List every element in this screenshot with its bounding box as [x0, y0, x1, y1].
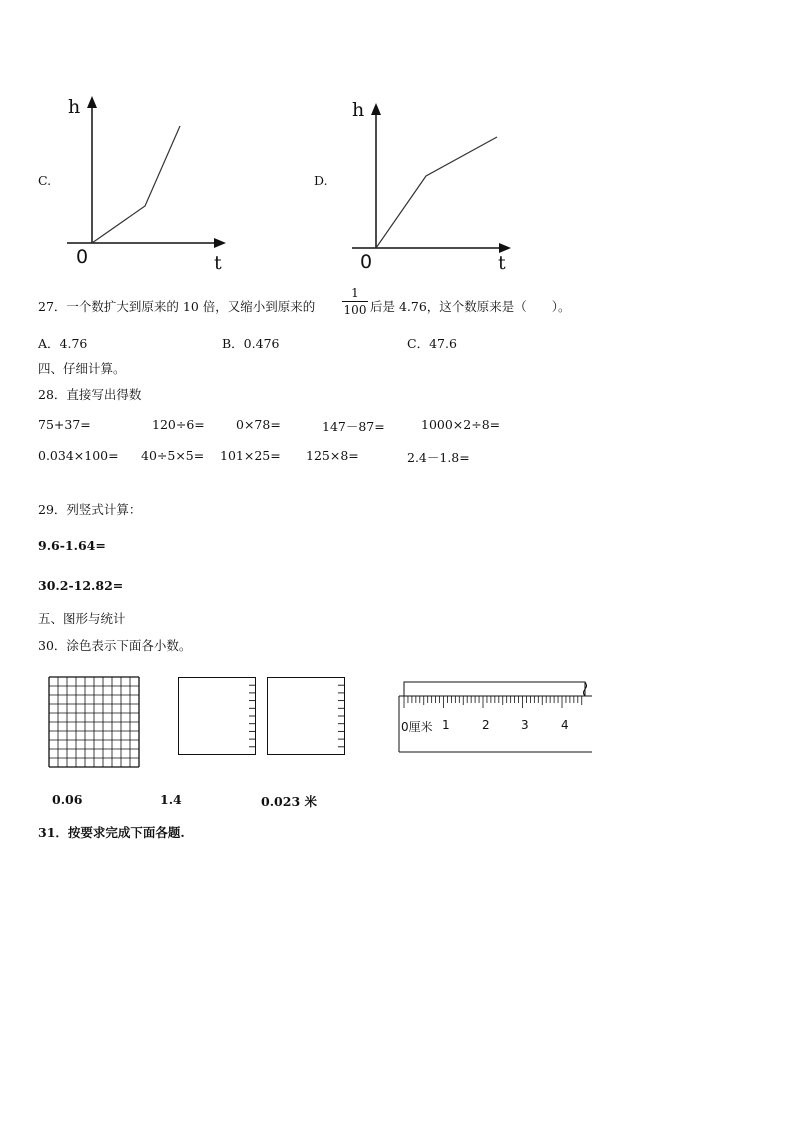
- q28-expr: 125×8=: [306, 448, 359, 463]
- q27-option-b: B．0.476: [222, 336, 280, 351]
- q30-title: 30．涂色表示下面各小数。: [38, 638, 192, 653]
- q29-title: 29．列竖式计算：: [38, 502, 142, 517]
- q28-expr: 0×78=: [236, 417, 281, 432]
- q27-text-before: 27．一个数扩大到原来的 10 倍，又缩小到原来的: [38, 299, 316, 314]
- graph-d-y-label: h: [352, 99, 365, 121]
- option-d-label: D.: [314, 173, 328, 188]
- graph-c-x-label: t: [214, 252, 222, 274]
- ruler-label-2: 2: [482, 718, 490, 732]
- option-c-label: C.: [38, 173, 52, 188]
- q31-title: 31．按要求完成下面各题.: [38, 825, 185, 840]
- q28-expr: 101×25=: [220, 448, 281, 463]
- ruler-label-4: 4: [561, 718, 569, 732]
- tenths-square-2[interactable]: [267, 677, 345, 755]
- section-5-heading: 五、图形与统计: [38, 611, 126, 626]
- graph-d-x-label: t: [498, 252, 506, 274]
- q29-item-1: 9.6-1.64=: [38, 538, 106, 553]
- q27-text-after: 后是 4.76，这个数原来是（ ）。: [370, 299, 571, 314]
- q28-expr: 2.4－1.8=: [407, 450, 470, 465]
- q27-frac-den: 100: [343, 303, 367, 317]
- ruler-label-0: 0厘米: [401, 720, 433, 734]
- graph-c-y-label: h: [68, 96, 81, 118]
- graph-d-curve: [376, 137, 497, 248]
- q30-label-ruler: 0.023 米: [261, 794, 317, 809]
- graph-d: [0, 0, 794, 300]
- q28-expr: 75+37=: [38, 417, 91, 432]
- q30-label-grid: 0.06: [52, 792, 83, 807]
- q29-item-2: 30.2-12.82=: [38, 578, 124, 593]
- ruler-unit: 厘米: [408, 720, 433, 734]
- q28-expr: 147－87=: [322, 419, 385, 434]
- q28-expr: 1000×2÷8=: [421, 417, 501, 432]
- hundred-grid[interactable]: [48, 676, 140, 768]
- tenths-square-1[interactable]: [178, 677, 256, 755]
- graph-c-origin: 0: [76, 246, 89, 268]
- section-4-heading: 四、仔细计算。: [38, 361, 126, 376]
- q27-fraction: [342, 286, 368, 317]
- q30-label-squares: 1.4: [160, 792, 182, 807]
- q28-expr: 120÷6=: [152, 417, 205, 432]
- q28-expr: 40÷5×5=: [141, 448, 205, 463]
- q28-expr: 0.034×100=: [38, 448, 119, 463]
- q27-option-a: A．4.76: [38, 336, 88, 351]
- q27-option-c: C．47.6: [407, 336, 457, 351]
- ruler-label-3: 3: [521, 718, 529, 732]
- ruler-label-1: 1: [442, 718, 450, 732]
- q27-frac-num: 1: [351, 286, 359, 300]
- q28-title: 28．直接写出得数: [38, 387, 142, 402]
- ruler[interactable]: [398, 680, 592, 754]
- graph-d-origin: 0: [360, 251, 373, 273]
